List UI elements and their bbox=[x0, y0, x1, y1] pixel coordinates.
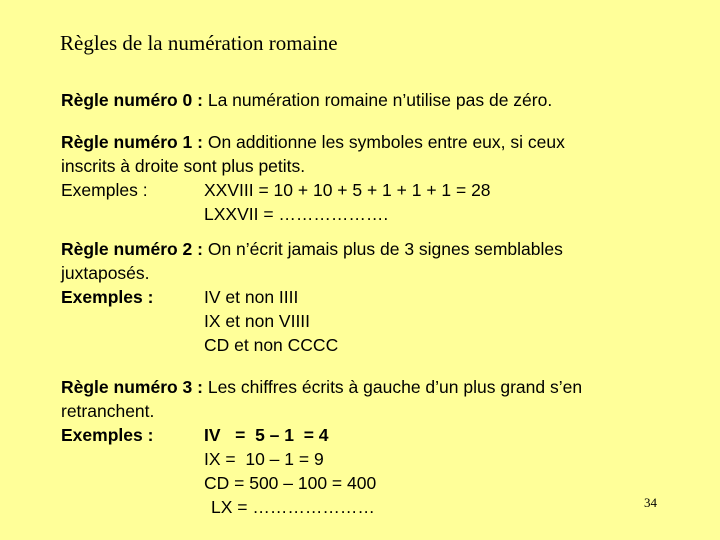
rule-2-line-1 bbox=[61, 237, 671, 261]
rule-0 bbox=[61, 88, 671, 112]
rule-3-text-2: retranchent. bbox=[61, 401, 155, 421]
rule-3 bbox=[61, 375, 671, 519]
rule-1-examples-label: Exemples : bbox=[61, 180, 148, 200]
rule-3-heading: Règle numéro 3 : bbox=[61, 377, 203, 397]
rule-2-example: CD et non CCCC bbox=[204, 335, 339, 355]
rule-2-line-2 bbox=[61, 261, 671, 285]
rule-2 bbox=[61, 237, 671, 357]
rule-2-text-2: juxtaposés. bbox=[61, 263, 150, 283]
rule-3-example-row bbox=[61, 423, 671, 447]
rule-2-example-row bbox=[61, 285, 671, 309]
rule-3-example: LX = ………………… bbox=[211, 497, 375, 517]
rule-1-text-2: inscrits à droite sont plus petits. bbox=[61, 156, 306, 176]
rule-1-example-row bbox=[61, 178, 671, 202]
rule-0-heading: Règle numéro 0 : bbox=[61, 90, 203, 110]
rule-2-example-row bbox=[61, 309, 671, 333]
rule-3-example: CD = 500 – 100 = 400 bbox=[204, 473, 377, 493]
rule-1-heading: Règle numéro 1 : bbox=[61, 132, 203, 152]
rule-2-example-row bbox=[61, 333, 671, 357]
rule-1-example: LXXVII = ………………. bbox=[204, 204, 389, 224]
rule-2-examples-label: Exemples : bbox=[61, 287, 154, 307]
rule-3-example-row bbox=[61, 471, 671, 495]
rule-2-example: IX et non VIIII bbox=[204, 311, 311, 331]
rule-3-line-1 bbox=[61, 375, 671, 399]
rule-3-line-2 bbox=[61, 399, 671, 423]
rule-1-example-row bbox=[61, 202, 671, 226]
rule-1-line-2 bbox=[61, 154, 671, 178]
rule-3-example-row bbox=[61, 495, 671, 519]
rule-2-heading: Règle numéro 2 : bbox=[61, 239, 203, 259]
rule-0-text: La numération romaine n’utilise pas de zéro. bbox=[202, 90, 553, 110]
rule-0-line bbox=[61, 88, 671, 112]
rule-3-text-1: Les chiffres écrits à gauche d’un plus grand s’en bbox=[202, 377, 583, 397]
rule-3-examples-label: Exemples : bbox=[61, 425, 154, 445]
rule-2-example: IV et non IIII bbox=[204, 287, 299, 307]
rule-1 bbox=[61, 130, 671, 226]
rule-2-text-1: On n’écrit jamais plus de 3 signes semblables bbox=[202, 239, 563, 259]
rule-3-example-row bbox=[61, 447, 671, 471]
rule-3-example: IX = 10 – 1 = 9 bbox=[204, 449, 324, 469]
page-number: 34 bbox=[644, 495, 657, 510]
slide-title: Règles de la numération romaine bbox=[60, 31, 338, 55]
rule-3-example: IV = 5 – 1 = 4 bbox=[204, 425, 329, 445]
rule-1-line-1 bbox=[61, 130, 671, 154]
rule-1-example: XXVIII = 10 + 10 + 5 + 1 + 1 + 1 = 28 bbox=[204, 180, 491, 200]
rule-1-text-1: On additionne les symboles entre eux, si ceux bbox=[202, 132, 565, 152]
